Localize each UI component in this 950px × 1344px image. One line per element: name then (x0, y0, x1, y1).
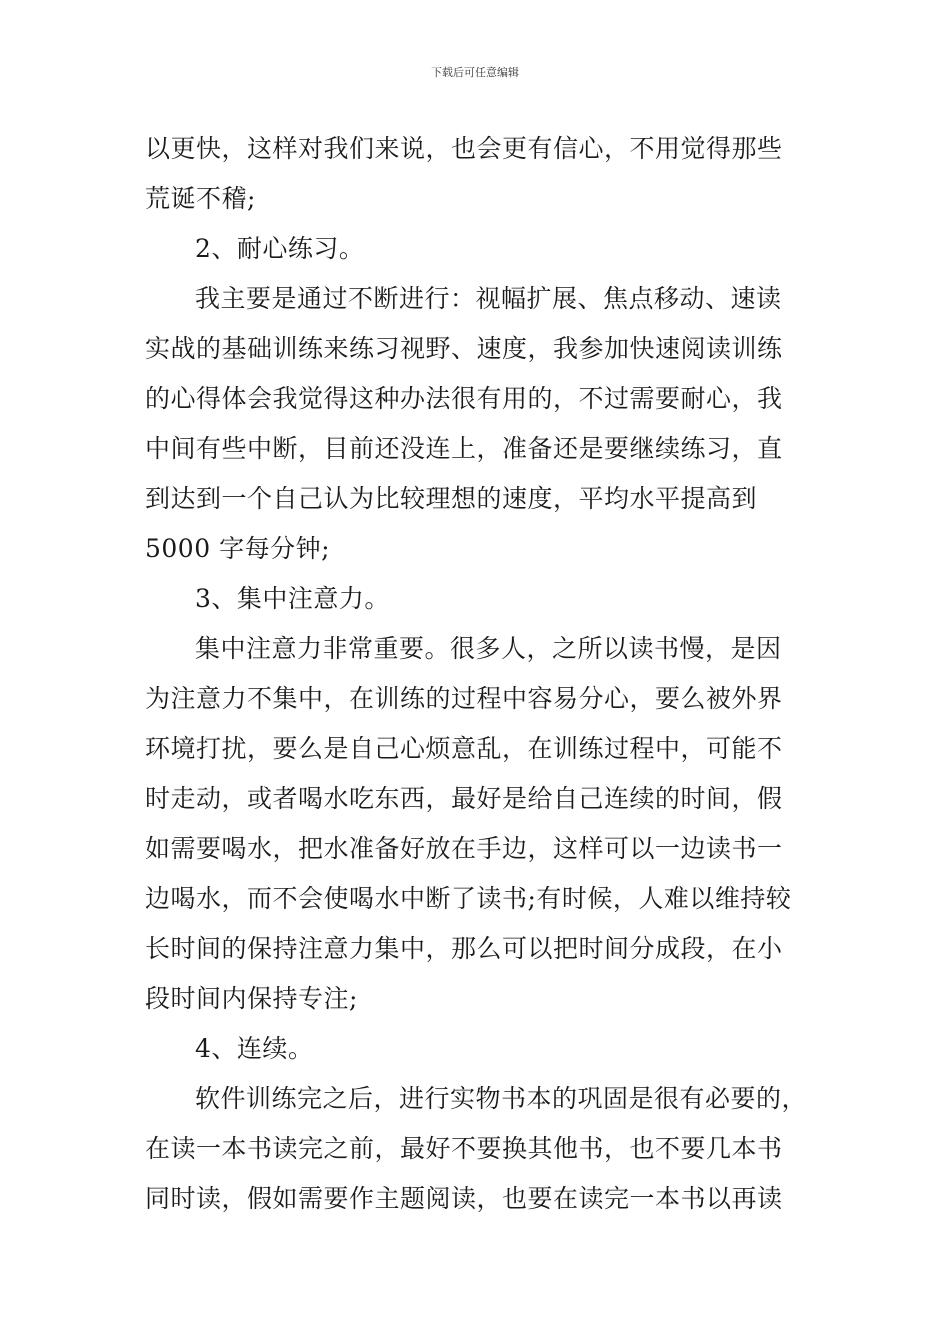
text-line: 中间有些中断，目前还没连上，准备还是要继续练习，直 (145, 434, 783, 463)
section-heading: 2、耐心练习。 (195, 234, 365, 263)
text-line: 在读一本书读完之前，最好不要换其他书，也不要几本书 (145, 1134, 783, 1163)
text-line: 为注意力不集中，在训练的过程中容易分心，要么被外界 (145, 684, 783, 713)
text-line: 时走动，或者喝水吃东西，最好是给自己连续的时间，假 (145, 784, 783, 813)
paragraph-start-line: 软件训练完之后，进行实物书本的巩固是很有必要的， (195, 1084, 808, 1113)
text-line: 5000 字每分钟; (145, 534, 330, 563)
text-line: 到达到一个自己认为比较理想的速度，平均水平提高到 (145, 484, 758, 513)
paragraph-start-line: 集中注意力非常重要。很多人，之所以读书慢，是因 (195, 634, 782, 663)
text-line: 荒诞不稽; (145, 184, 256, 213)
text-line: 段时间内保持专注; (145, 984, 358, 1013)
page-header: 下载后可任意编辑 (431, 66, 519, 79)
text-line: 实战的基础训练来练习视野、速度，我参加快速阅读训练 (145, 334, 783, 363)
section-heading: 4、连续。 (195, 1034, 314, 1063)
section-heading: 3、集中注意力。 (195, 584, 390, 613)
document-body (145, 124, 815, 1224)
text-line: 如需要喝水，把水准备好放在手边，这样可以一边读书一 (145, 834, 783, 863)
text-line: 同时读，假如需要作主题阅读，也要在读完一本书以再读 (145, 1184, 783, 1213)
text-line: 环境打扰，要么是自己心烦意乱，在训练过程中，可能不 (145, 734, 783, 763)
text-line: 边喝水，而不会使喝水中断了读书;有时候，人难以维持较 (145, 884, 792, 913)
paragraph-start-line: 我主要是通过不断进行：视幅扩展、焦点移动、速读 (195, 284, 782, 313)
text-line: 以更快，这样对我们来说，也会更有信心，不用觉得那些 (145, 134, 783, 163)
text-line: 长时间的保持注意力集中，那么可以把时间分成段，在小 (145, 934, 783, 963)
text-line: 的心得体会我觉得这种办法很有用的，不过需要耐心，我 (145, 384, 783, 413)
